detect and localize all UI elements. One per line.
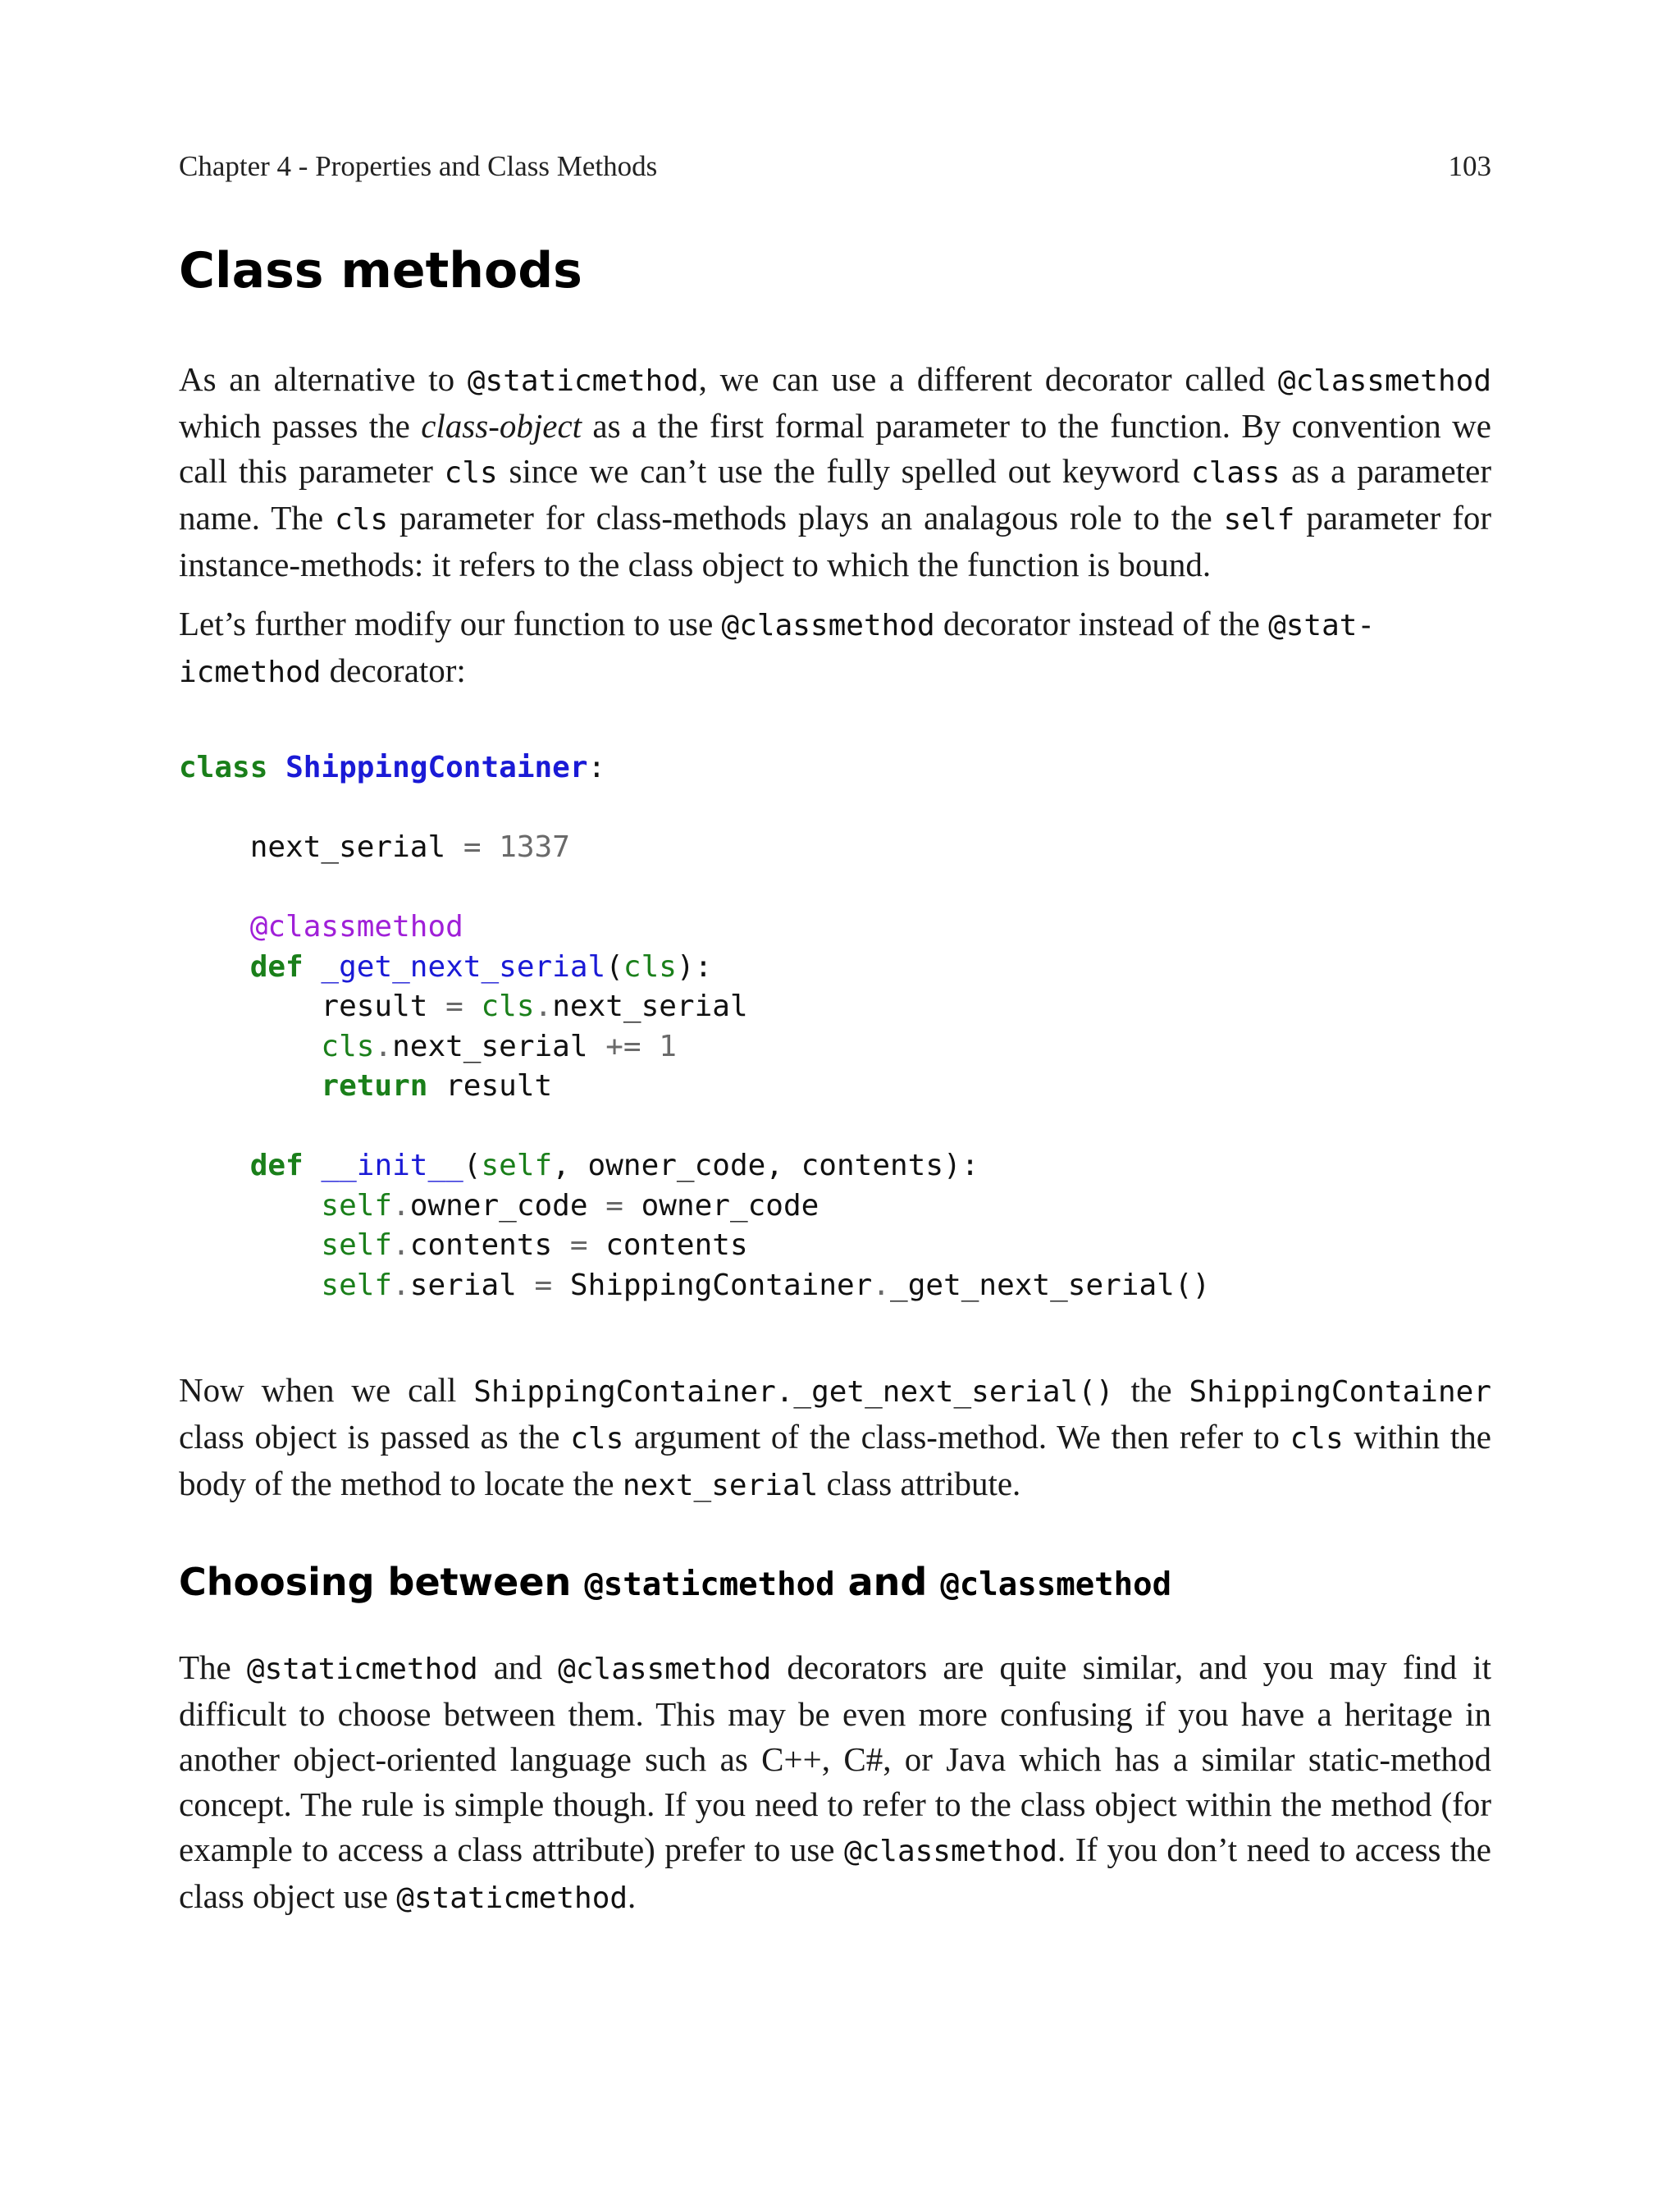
- inline-code: cls: [1290, 1422, 1344, 1456]
- inline-code: icmethod: [179, 656, 322, 689]
- inline-code: @classmethod: [558, 1652, 772, 1686]
- code-listing: class ShippingContainer: next_serial = 1337 @classmethod def _get_next_serial(cls): result = cls.next_serial cls.next_serial += 1 return result def __init__(self, owner_code, contents): self.owner_code = owner_code self.contents = contents self.serial = ShippingContainer._get_next_serial(): [179, 751, 1211, 1302]
- inline-code: @staticmethod: [246, 1652, 478, 1686]
- chapter-title: Chapter 4 - Properties and Class Methods: [179, 150, 658, 182]
- inline-code: ShippingContainer: [1189, 1375, 1491, 1409]
- paragraph-modify-function: Let’s further modify our function to use @classmethod decorator instead of the @stat- icmethod decorator:: [179, 605, 1376, 689]
- inline-code: ShippingContainer._get_next_serial(): [473, 1375, 1114, 1409]
- inline-code: @classmethod: [1277, 364, 1491, 398]
- running-header: [179, 146, 1491, 187]
- inline-code: cls: [570, 1422, 624, 1456]
- inline-code: self: [1223, 503, 1295, 537]
- paragraph-classmethod-intro: As an alternative to @staticmethod, we can use a different decorator called @classmethod which passes the class-object as a the first formal parameter to the function. By convention we call this parameter cls since we can’t use the fully spelled out keyword class as a parameter name. The cls parameter for class-methods plays an analagous role to the self parameter for instance-methods: it refers to the class object to which the function is bound.: [179, 360, 1491, 583]
- inline-code: @staticmethod: [467, 364, 699, 398]
- inline-code: @classmethod: [843, 1835, 1058, 1868]
- paragraph-choosing: The @staticmethod and @classmethod decorators are quite similar, and you may find it difficult to choose between them. This may be even more confusing if you have a heritage in another object-oriented language such as C++, C#, or Java which has a similar static-method concept. The rule is simple though. If you need to refer to the class object within the method (for example to access a class attribute) prefer to use @classmethod. If you don’t need to access the class object use @staticmethod.: [179, 1648, 1491, 1915]
- inline-code: @classmethod: [721, 609, 935, 642]
- inline-code: next_serial: [622, 1469, 819, 1502]
- section-title: Class methods: [179, 242, 582, 299]
- page-number: 103: [1448, 150, 1491, 182]
- inline-code: cls: [444, 456, 498, 490]
- emphasis: class-object: [421, 407, 582, 445]
- inline-code: class: [1191, 456, 1281, 490]
- inline-code: @stat-: [1268, 609, 1376, 642]
- subsection-title: Choosing between @staticmethod and @classmethod: [179, 1560, 1172, 1604]
- inline-code: cls: [335, 503, 389, 537]
- inline-code: @staticmethod: [396, 1881, 628, 1915]
- paragraph-call-explanation: Now when we call ShippingContainer._get_next_serial() the ShippingContainer class object is passed as the cls argument of the class-method. We then refer to cls within the body of the method to locate the next_serial class attribute.: [179, 1371, 1492, 1502]
